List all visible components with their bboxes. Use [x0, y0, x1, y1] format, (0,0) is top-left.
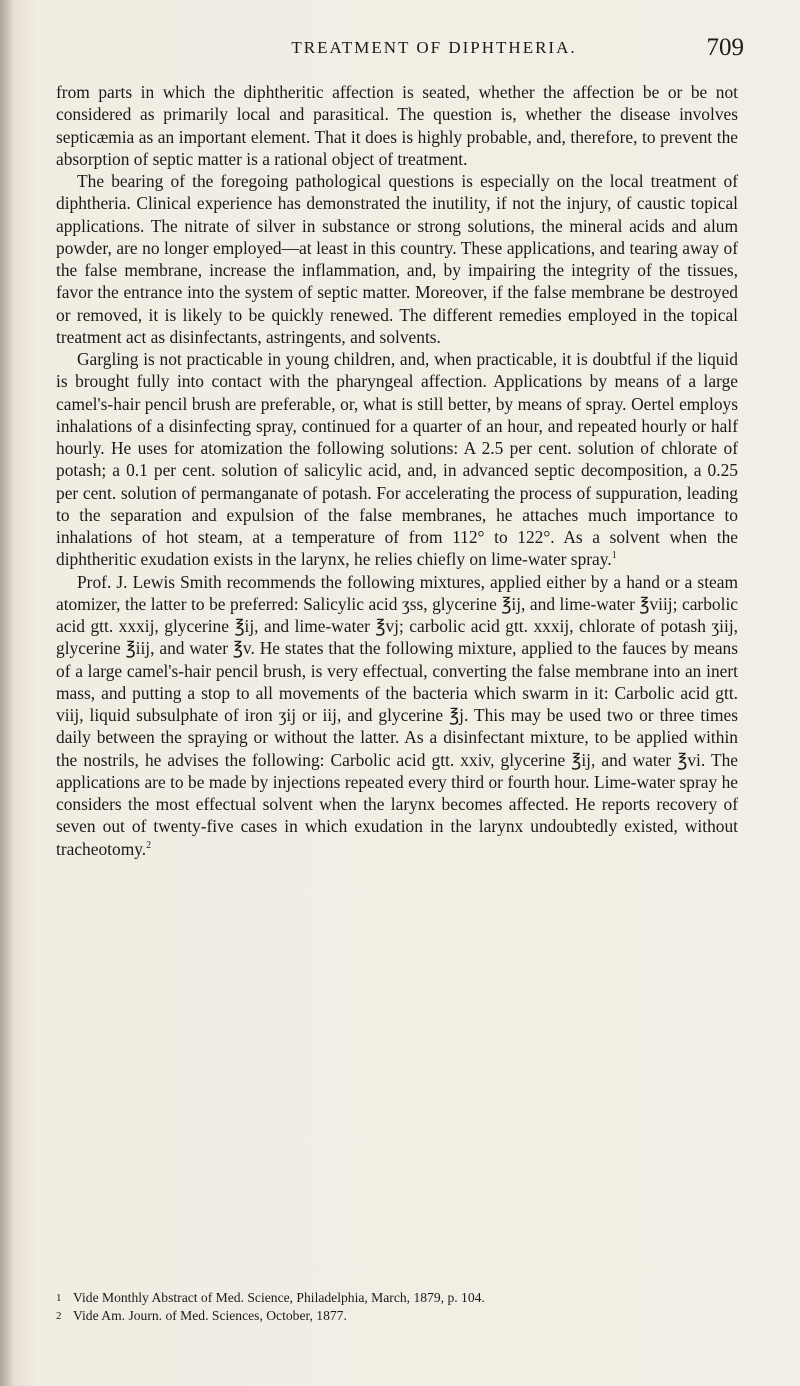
paragraph-1: from parts in which the diphtheritic affection is seated, whether the affection be or be not considered as primarily local and parasitical. The question is, whether the disease involves septicæmia as an important element. That it does is highly probable, and, therefore, to prevent the absorption of septic matter is a rational object of treatment.	[56, 82, 738, 169]
footnote-1	[56, 1289, 738, 1307]
binding-shadow	[0, 0, 14, 1386]
paragraph-4-text: Prof. J. Lewis Smith recommends the following mixtures, applied either by a hand or a steam atomizer, the latter to be preferred: Salicylic acid ʒss, glycerine ℥ij, and lime-water ℥viij; carbolic acid gtt. xxxij, glycerine ℥ij, and lime-water ℥vj; carbolic acid gtt. xxxij, chlorate of potash ʒiij, glycerine ℥iij, and water ℥v. He states that the following mixture, applied to the fauces by means of a large camel's-hair pencil brush, is very effectual, converting the false membrane into an inert mass, and putting a stop to all movements of the bacteria which swarm in it: Carbolic acid gtt. viij, liquid subsulphate of iron ʒij or iij, and glycerine ℥j. This may be used two or three times daily between the spraying or without the latter. As a disinfectant mixture, to be applied within the nostrils, he advises the following: Carbolic acid gtt. xxiv, glycerine ℥ij, and water ℥vi. The applications are to be made by injections repeated every third or fourth hour. Lime-water spray he considers the most effectual solvent when the larynx becomes affected. He reports recovery of seven out of twenty-five cases in which exudation in the larynx undoubtedly existed, without tracheotomy.	[56, 571, 738, 859]
footnote-2	[56, 1307, 738, 1325]
footnote-ref-2[interactable]: 2	[146, 839, 152, 851]
page-header	[130, 34, 744, 78]
paragraph-3	[56, 348, 738, 571]
footnote-2-text: Vide Am. Journ. of Med. Sciences, October, 1877.	[73, 1308, 347, 1323]
footnote-1-mark: 1	[56, 1292, 62, 1304]
paragraph-4	[56, 571, 738, 860]
footnotes	[56, 1289, 738, 1325]
footnote-1-text: Vide Monthly Abstract of Med. Science, Philadelphia, March, 1879, p. 104.	[73, 1290, 485, 1305]
paragraph-3-text: Gargling is not practicable in young children, and, when practicable, it is doubtful if the liquid is brought fully into contact with the pharyngeal affection. Applications by means of a large camel's-hair pencil brush are preferable, or, what is still better, by means of spray. Oertel employs inhalations of a disinfecting spray, continued for a quarter of an hour, and repeated hourly or half hourly. He uses for atomization the following solutions: A 2.5 per cent. solution of chlorate of potash; a 0.1 per cent. solution of salicylic acid, and, in advanced septic decomposition, a 0.25 per cent. solution of permanganate of potash. For accelerating the process of suppuration, leading to the separation and expulsion of the false membranes, he attaches much importance to inhalations of hot steam, at a temperature of from 112° to 122°. As a solvent when the diphtheritic exudation exists in the larynx, he relies chiefly on lime-water spray.	[56, 349, 738, 570]
footnote-2-mark: 2	[56, 1310, 62, 1322]
paragraph-2: The bearing of the foregoing pathological questions is especially on the local treatment of diphtheria. Clinical experience has demonstrated the inutility, if not the injury, of caustic topical applications. The nitrate of silver in substance or strong solutions, the mineral acids and alum powder, are no longer employed—at least in this country. These applications, and tearing away of the false membrane, increase the inflammation, and, by impairing the integrity of the tissues, favor the entrance into the system of septic matter. Moreover, if the false membrane be destroyed or removed, it is likely to be quickly renewed. The different remedies employed in the topical treatment act as disinfectants, astringents, and solvents.	[56, 171, 738, 347]
running-head: TREATMENT OF DIPHTHERIA.	[291, 38, 577, 57]
footnote-ref-1[interactable]: 1	[611, 550, 617, 562]
body-text	[56, 81, 738, 860]
page-number: 709	[706, 34, 744, 61]
